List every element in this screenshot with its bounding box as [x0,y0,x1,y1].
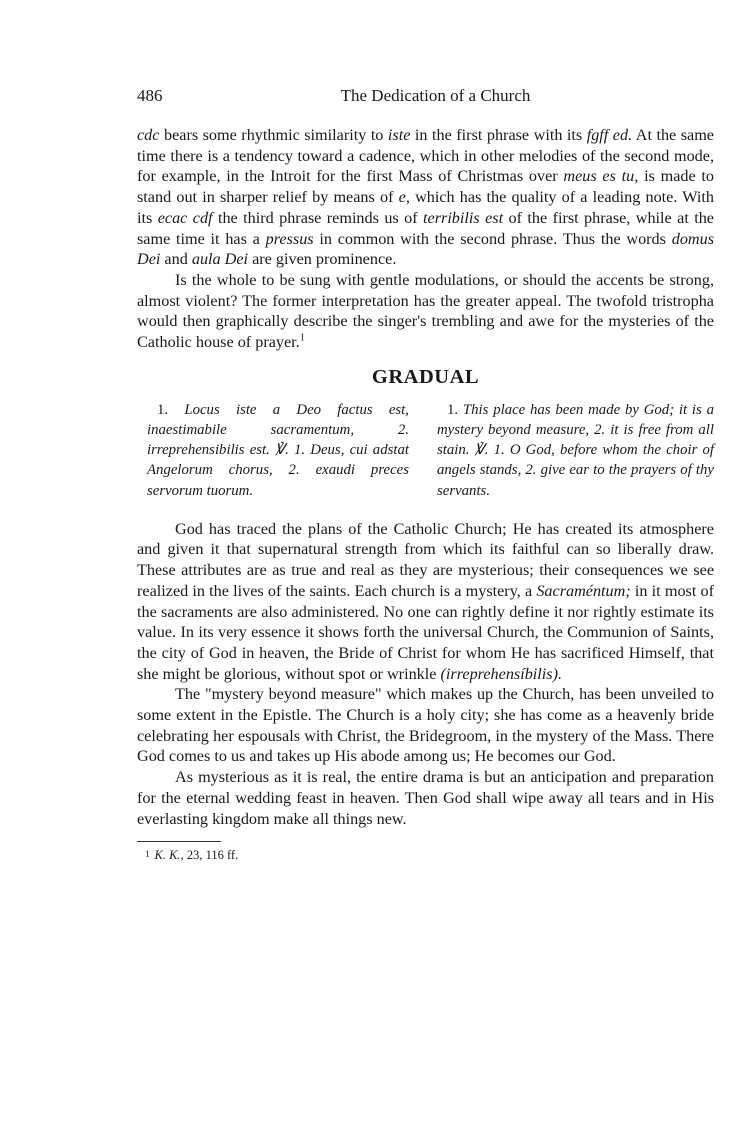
intro-paragraph [137,125,714,270]
running-header [137,86,714,110]
intro-run: cdc [137,126,160,144]
footnote-source: K. K., [154,848,184,863]
body-text [137,125,714,353]
intro-run: fgff ed. [586,126,633,144]
commentary-paragraph-1 [137,519,714,685]
commentary-run: in it most of the sacraments are also administered. No one can rightly define it nor rightly estimate its value. In its very essence it shows forth the universal Church, the Communion of Saints, the city of God in heaven, the Bride of Christ for whom He has sacrificed Himself, that she might be glorious, without spot or wrinkle [137,581,714,683]
commentary-run: God has traced the plans of the Catholic Church; He has created its atmosphere and given it that supernatural strength from which its faithful can so liberally draw. These attributes are as true and real as they are mysterious; their consequences we see realized in the lives of the saints. Each church is a mystery, a [137,519,714,600]
intro-run: iste [387,126,411,144]
intro-run: pressus [265,229,314,248]
paragraph-2 [137,270,714,353]
intro-run: e, [398,188,410,207]
intro-run: in common with the second phrase. Thus the words [313,229,672,248]
latin-number: 1. [157,401,169,418]
intro-run: domus Dei [137,229,715,269]
intro-run: terribilis est [423,208,504,227]
intro-run: aula Dei [191,250,249,269]
english-number: 1. [447,401,459,418]
intro-run: in the first phrase with its [410,126,587,144]
footnote-ref: 23, 116 ff. [183,848,239,863]
running-title: The Dedication of a Church [340,86,531,105]
paragraph-2-text: Is the whole to be sung with gentle modulations, or should the accents be strong, almost violent? The former interpretation has the greater appeal. The twofold tristropha would then graphically describe the singer's trembling and awe for the mysteries of the Catholic house of prayer. [137,270,714,352]
gradual-columns [137,400,714,501]
intro-run: At the same time there is a tendency toward a cadence, which in other melodies of the second mode, for example, in the Introit for the first Mass of Christmas over [137,126,714,186]
footnote-mark: 1 [145,849,150,860]
english-text: This place has been made by God; it is a mystery beyond measure, 2. it is free from all stain. ℣. 1. O God, before whom the choir of angels stands, 2. give ear to the prayers of thy servants. [437,401,714,499]
footnote [137,848,714,863]
commentary-paragraph-3: As mysterious as it is real, the entire drama is but an anticipation and preparation for the eternal wedding feast in heaven. Then God shall wipe away all tears and in His everlasting kingdom make all things new. [137,768,714,828]
commentary [137,519,714,830]
intro-run: meus es tu, [563,167,639,186]
page-number: 486 [137,86,163,105]
gradual-english [437,400,714,501]
section-heading-gradual: GRADUAL [371,365,480,388]
intro-run: bears some rhythmic similarity to [159,126,388,144]
intro-run: and [160,250,192,269]
intro-run: is made to stand out in sharper relief by means of [137,167,715,207]
intro-run: are given prominence. [248,250,397,269]
intro-run: the third phrase reminds us of [212,208,424,227]
page [137,86,714,863]
intro-run: of the first phrase, while at the same time it has a [137,208,714,248]
commentary-paragraph-2: The "mystery beyond measure" which makes up the Church, has been unveiled to some extent in the Epistle. The Church is a holy city; she has come as a heavenly bride celebrating her espousals with Christ, the Bridegroom, in the mystery of the Mass. There God comes to us and takes up His abode among us; He becomes our God. [137,685,714,766]
gradual-latin [147,400,409,501]
intro-run: which has the quality of a leading note. With its [137,188,714,227]
footnote-reference: 1 [299,332,305,344]
footnote-divider [137,841,221,842]
commentary-run: Sacraméntum; [536,581,631,600]
commentary-run: (irreprehensíbilis). [440,664,563,683]
latin-text: Locus iste a Deo factus est, inaestimabile sacramentum, 2. irreprehensibilis est. ℣. 1. Deus, cui adstat Angelorum chorus, 2. exaudi preces servorum tuorum. [147,401,409,499]
intro-run: ecac cdf [157,208,213,227]
